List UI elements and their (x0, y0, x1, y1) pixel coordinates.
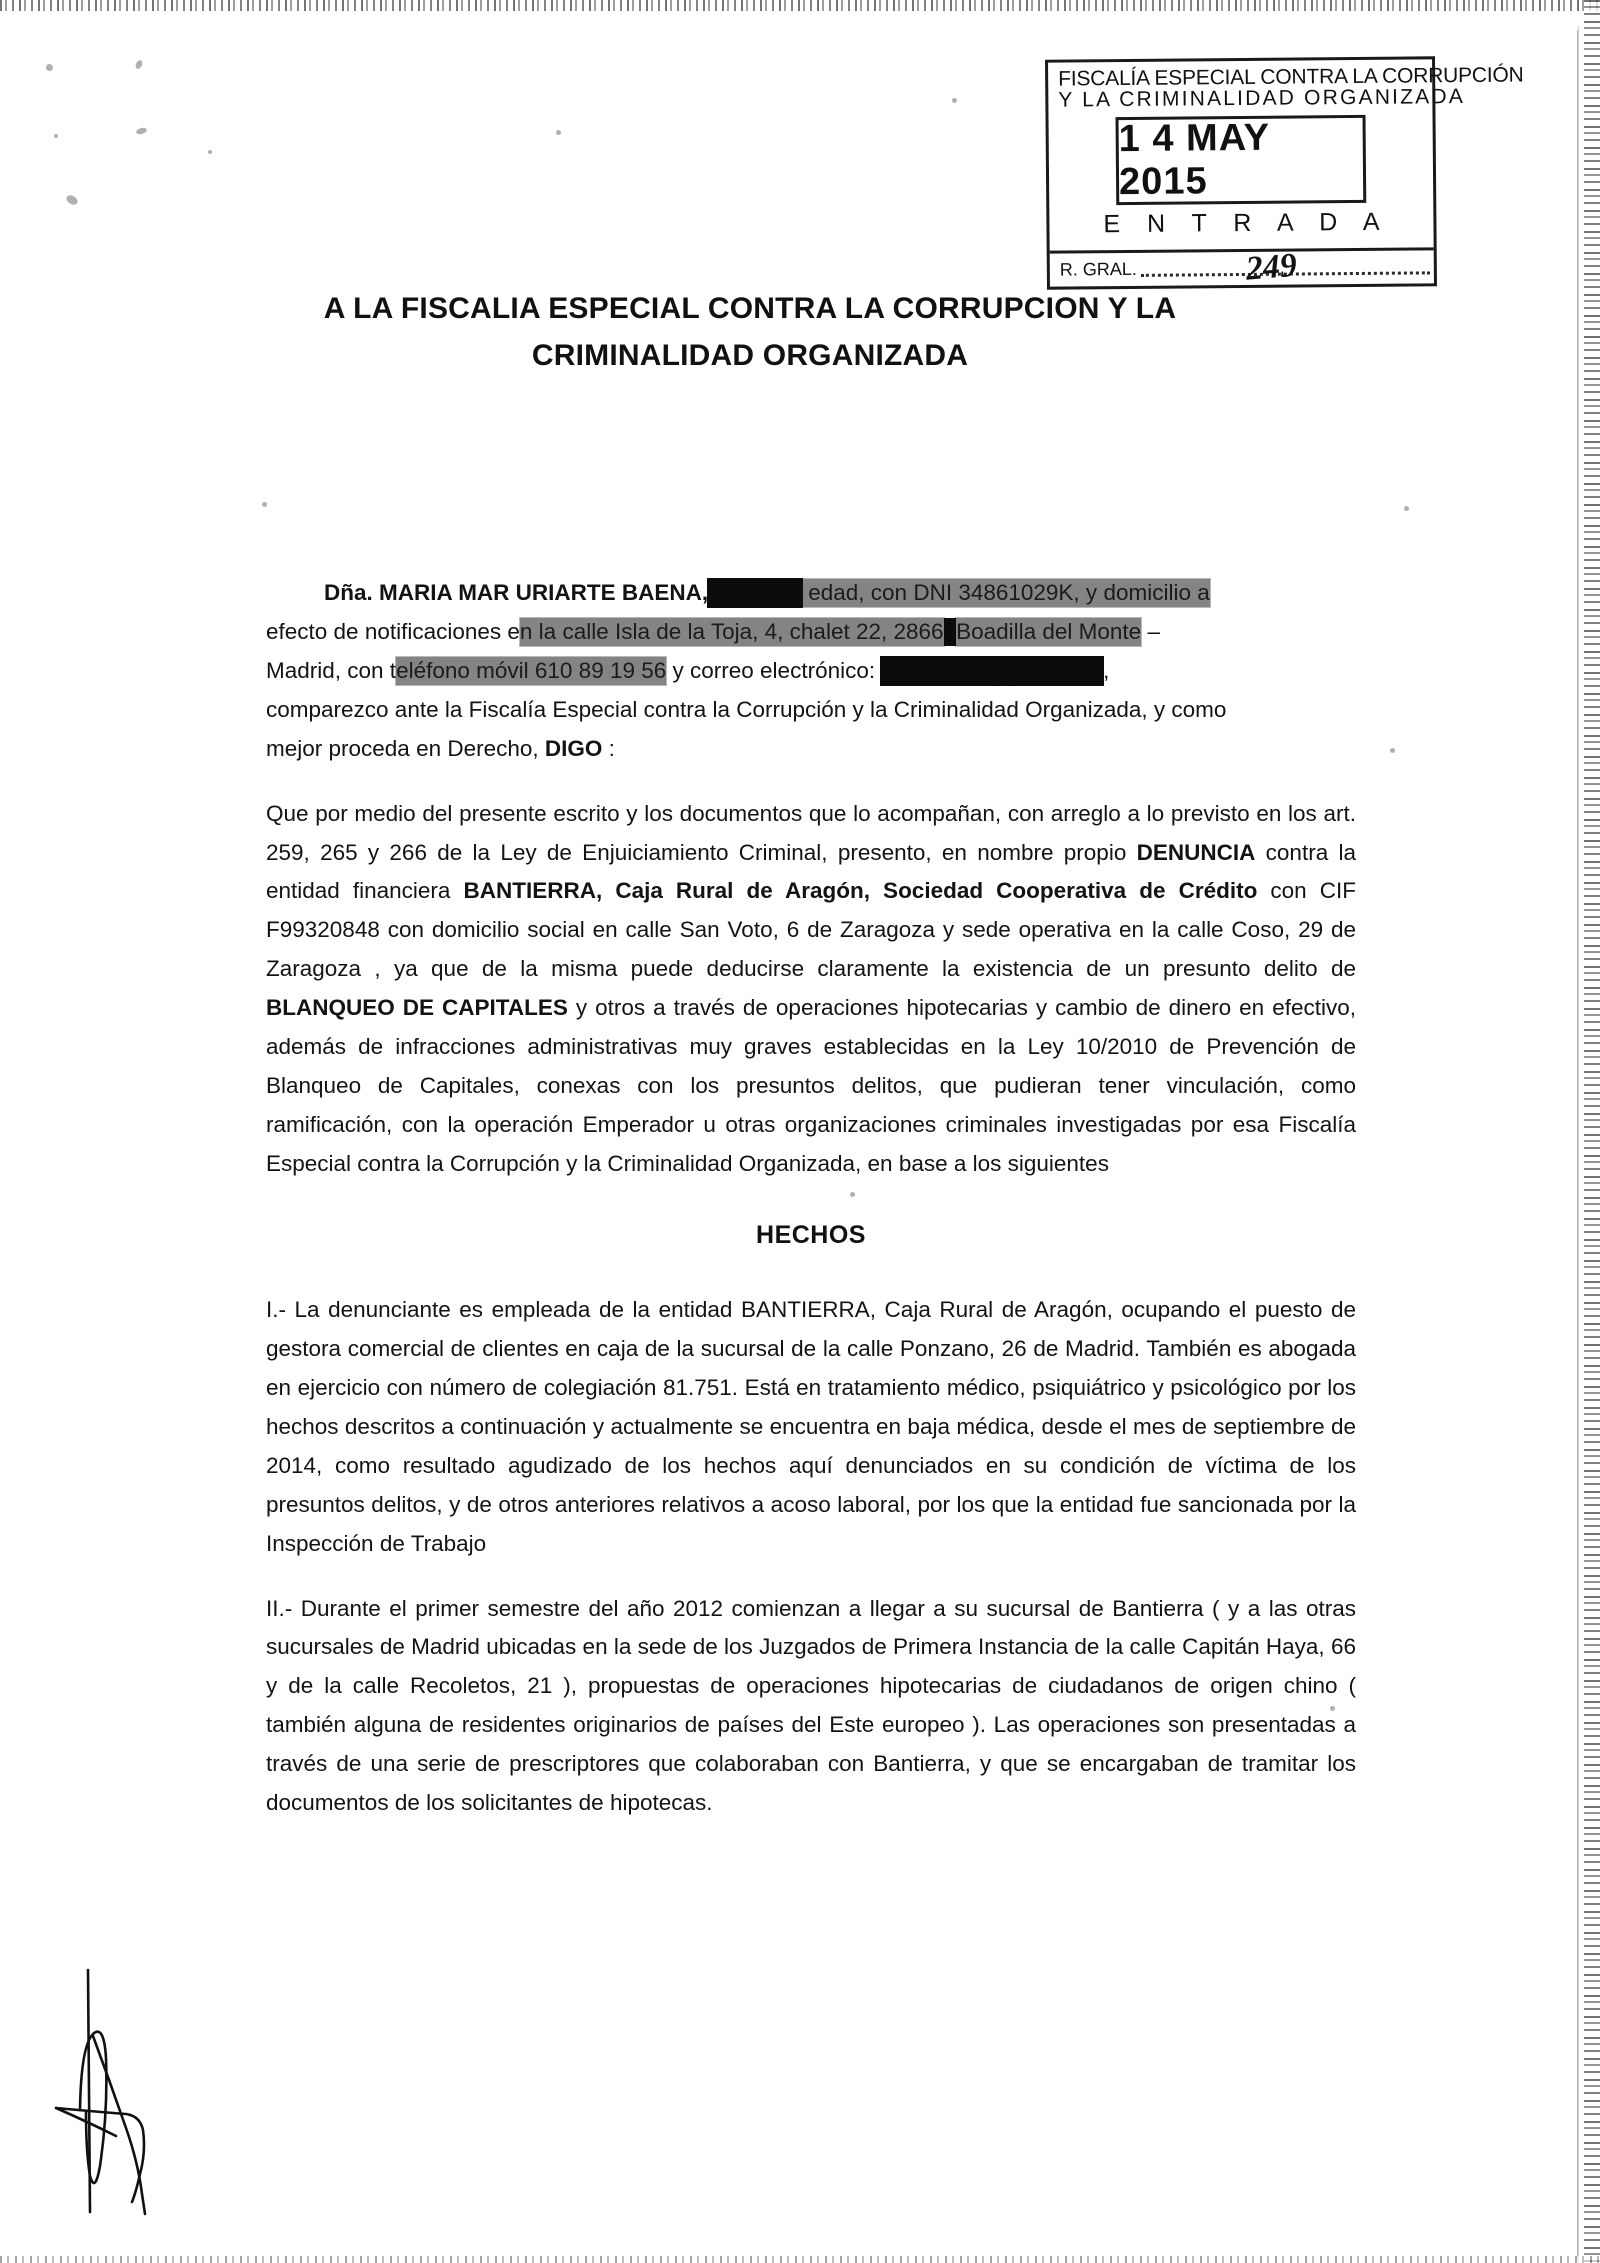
entry-stamp (1045, 56, 1524, 289)
stamp-date-box (1116, 115, 1367, 205)
scan-edge-right-inner (1578, 26, 1584, 2263)
redacted-age: mayor de (708, 580, 802, 605)
redacted-address: n la calle Isla de la Toja, 4, chalet 22, 2866 (519, 618, 944, 644)
document-body (266, 574, 1356, 1849)
denuncia-text-part-3: con CIF F99320848 con domicilio social en calle San Voto, 6 de Zaragoza y sede operativa en la calle Coso, 29 de Zaragoza , ya que de la misma puede deducirse claramente la existencia de un presunto delito de (266, 878, 1356, 982)
city-line-prefix: Madrid, con t (266, 657, 397, 683)
stamp-registry-number: 249 (1244, 246, 1299, 288)
notification-line-prefix: efecto de notificaciones e (266, 618, 520, 644)
stamp-registry-label: R. GRAL. (1059, 258, 1137, 280)
scan-speck (1390, 748, 1395, 753)
scan-edge-bottom (0, 2256, 1600, 2263)
stamp-registry-row (1050, 247, 1434, 286)
email-label: y correo electrónico: (666, 657, 882, 683)
document-title-line-2: CRIMINALIDAD ORGANIZADA (531, 338, 969, 372)
digo-clause-suffix: : (602, 735, 615, 761)
denounced-entity: BANTIERRA, Caja Rural de Aragón, Sociedad Cooperativa de Crédito (463, 878, 1258, 904)
stamp-organization (1048, 59, 1524, 112)
line-dash: – (1147, 618, 1160, 644)
scan-speck (1404, 506, 1409, 511)
digo-clause-prefix: mejor proceda en Derecho, (266, 735, 545, 761)
document-title-line-1: A LA FISCALIA ESPECIAL CONTRA LA CORRUPCION Y LA (323, 292, 1177, 325)
denunciante-name: MARIA MAR URIARTE BAENA, (379, 580, 709, 605)
scan-speck (46, 64, 53, 71)
scan-speck (262, 502, 267, 507)
scan-edge-right (1584, 0, 1600, 2263)
digo-keyword: DIGO (544, 735, 603, 761)
scan-speck (952, 98, 957, 103)
stamp-entrada-label: E N T R A D A (1103, 207, 1390, 239)
stamp-org-line-1: FISCALÍA ESPECIAL CONTRA LA CORRUPCIÓN (1058, 63, 1524, 91)
salutation: Dña. (324, 580, 373, 605)
scan-speck (65, 194, 79, 207)
denuncia-text-part-4: y otros a través de operaciones hipotecarias y cambio de dinero en efectivo, además de infracciones administrativas muy graves establecidas en la Ley 10/2010 de Prevención de Blanqueo de Capitales, conexas con los presuntos delitos, que pudieran tener vinculación, como ramificación, con la operación Emperador u otras organizaciones criminales investigadas por esa Fiscalía Especial contra la Corrupción y la Criminalidad Organizada, en base a los siguientes (266, 995, 1356, 1176)
stamp-date: 1 4 MAY 2015 (1118, 116, 1270, 203)
line-comma: , (1103, 657, 1110, 683)
redacted-email: mar.uriarte@yahoo.es (881, 657, 1104, 683)
scan-edge-top (0, 0, 1600, 11)
denuncia-text-part-1: Que por medio del presente escrito y los documentos que lo acompañan, con arreglo a lo previsto en los art. 259, 265 y 266 de la Ley de Enjuiciamiento Criminal, presento, en nombre propio (266, 800, 1356, 865)
hechos-item-2: II.- Durante el primer semestre del año 2012 comienzan a llegar a su sucursal de Bantierra ( y a las otras sucursales de Madrid ubicadas en la sede de los Juzgados de Primera Instancia de la calle Capitán Haya, 66 y de la calle Recoletos, 21 ), propuestas de operaciones hipotecarias de ciudadanos de origen chino ( también alguna de residentes originarios de países del Este europeo ). Las operaciones son presentadas a través de una serie de prescriptores que colaboraban con Bantierra, y que se encargaban de tramitar los documentos de los solicitantes de hipotecas. (266, 1595, 1356, 1816)
document-title (210, 286, 1290, 379)
redacted-dni: edad, con DNI 34861029K, y domicilio a (801, 580, 1210, 605)
paragraph-appearance (266, 574, 1356, 769)
hechos-item-1: I.- La denunciante es empleada de la entidad BANTIERRA, Caja Rural de Aragón, ocupando el puesto de gestora comercial de clientes en caja de la sucursal de la calle Ponzano, 26 de Madrid. También es abogada en ejercicio con número de colegiación 81.751. Está en tratamiento médico, psiquiátrico y psicológico por los hechos descritos a continuación y actualmente se encuentra en baja médica, desde el mes de septiembre de 2014, como resultado agudizado de los hechos aquí denunciados en su condición de víctima de los presuntos delitos, y de otros anteriores relativos a acoso laboral, por los que la entidad fue sancionada por la Inspección de Trabajo (266, 1297, 1356, 1556)
redacted-locality: Boadilla del Monte (956, 618, 1142, 644)
appearance-clause: comparezco ante la Fiscalía Especial contra la Corrupción y la Criminalidad Organizada, y como (266, 696, 1227, 722)
redacted-phone: eléfono móvil 610 89 19 56 (396, 657, 667, 683)
redacted-postal-code: 0 (943, 618, 957, 644)
scan-speck (134, 59, 143, 70)
handwritten-signature (48, 1962, 248, 2252)
scan-edge-right-rule (1577, 30, 1578, 2260)
scan-speck (208, 150, 212, 154)
denuncia-text-part-2: contra la entidad financiera (266, 839, 1356, 904)
scan-speck (556, 130, 561, 135)
alleged-crime: BLANQUEO DE CAPITALES (266, 995, 568, 1021)
scan-speck (135, 127, 147, 136)
denuncia-keyword: DENUNCIA (1136, 839, 1256, 865)
section-heading-hechos: HECHOS (756, 1220, 866, 1249)
stamp-org-line-2: Y LA CRIMINALIDAD ORGANIZADA (1058, 85, 1466, 112)
scan-speck (54, 134, 58, 138)
paragraph-denuncia (266, 795, 1356, 1184)
